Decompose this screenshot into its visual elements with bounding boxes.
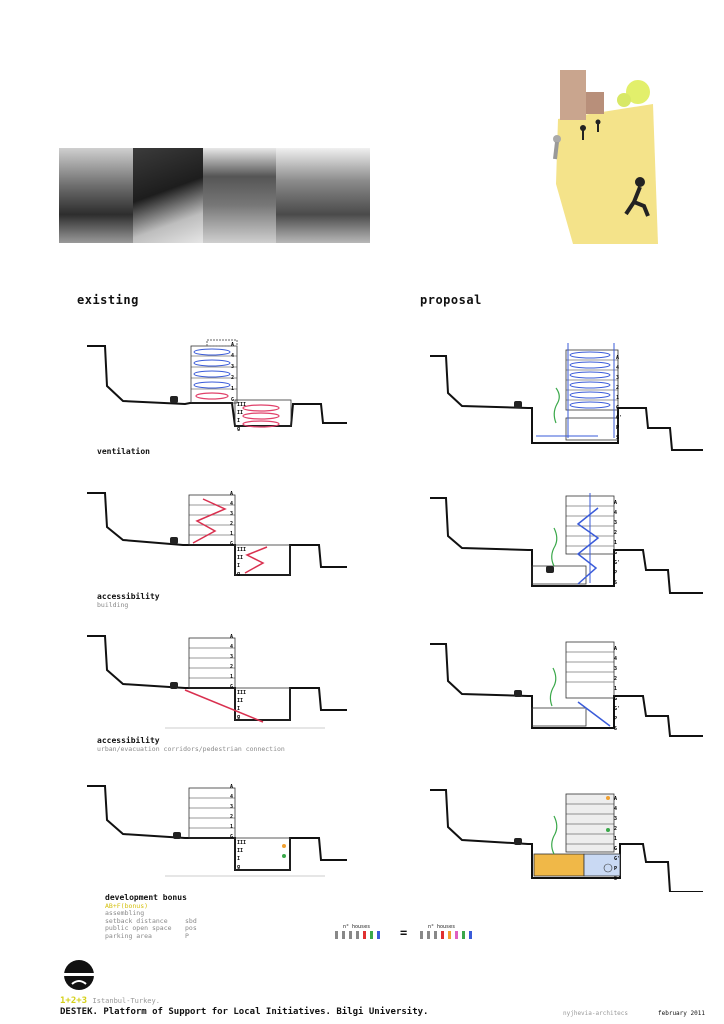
street-photo-1 bbox=[59, 148, 133, 243]
floor-label: P bbox=[616, 425, 620, 431]
floor-label: III bbox=[237, 402, 247, 408]
floor-label: 4 bbox=[616, 365, 620, 371]
floor-label: g bbox=[237, 571, 241, 577]
floor-label: 2 bbox=[614, 826, 618, 832]
sublabel-urban: urban/evacuation corridors/pedestrian connection bbox=[97, 745, 285, 753]
footer-title: DESTEK. Platform of Support for Local Initiatives. Bilgi University. bbox=[60, 1007, 429, 1017]
floor-label: 2 bbox=[230, 664, 234, 670]
dev-row-name: setback distance bbox=[105, 916, 168, 925]
houses-label-left: n° houses bbox=[343, 924, 371, 930]
floor-label: 3 bbox=[230, 654, 234, 660]
floor-label: 4 bbox=[614, 510, 618, 516]
floor-label: I bbox=[237, 563, 241, 569]
dev-row bbox=[105, 933, 197, 941]
floor-label: S bbox=[614, 726, 618, 732]
floor-label: 4 bbox=[614, 656, 618, 662]
floor-label: 1 bbox=[614, 836, 618, 842]
footer-location-line bbox=[60, 996, 160, 1006]
dev-row-code: P bbox=[185, 931, 189, 940]
floor-label: G bbox=[614, 696, 618, 702]
floor-label: A bbox=[614, 500, 618, 506]
logo-icon bbox=[62, 958, 96, 992]
floor-label: G bbox=[230, 834, 234, 840]
floor-label: S bbox=[614, 876, 618, 882]
floor-label: 2 bbox=[231, 375, 235, 381]
floor-label: 1 bbox=[616, 395, 620, 401]
floor-label: 3 bbox=[614, 816, 618, 822]
footer-date: february 2011 bbox=[658, 1010, 705, 1017]
floor-label: III bbox=[237, 840, 247, 846]
floor-label: 4 bbox=[230, 794, 234, 800]
label-accessibility-urban: accessibility bbox=[97, 736, 160, 745]
floor-label: 1 bbox=[614, 540, 618, 546]
floor-label: III bbox=[237, 690, 247, 696]
floor-label: 3 bbox=[230, 511, 234, 517]
floor-label: A bbox=[230, 491, 234, 497]
dev-row-code: pos bbox=[185, 924, 197, 932]
floor-label: S bbox=[614, 580, 618, 586]
dev-row-code: sbd bbox=[185, 916, 197, 925]
footer-architects: nyjhevia-architecs bbox=[563, 1010, 629, 1017]
houses-label-right: n° houses bbox=[428, 924, 456, 930]
floor-label: 4 bbox=[230, 501, 234, 507]
floor-label: P bbox=[614, 570, 618, 576]
label-ventilation: ventilation bbox=[97, 447, 150, 456]
floor-label: G' bbox=[614, 856, 621, 862]
dev-bonus-table bbox=[105, 910, 197, 940]
sublabel-building: building bbox=[97, 601, 129, 609]
floor-label: 1 bbox=[230, 531, 234, 537]
floor-label: G' bbox=[614, 706, 621, 712]
floor-label: 3 bbox=[616, 375, 620, 381]
heading-existing: existing bbox=[77, 293, 139, 307]
floor-label: 4 bbox=[230, 644, 234, 650]
floor-label: S bbox=[616, 435, 620, 441]
street-photo-2 bbox=[133, 148, 203, 243]
floor-label: A bbox=[230, 784, 234, 790]
floor-label: g bbox=[237, 864, 241, 870]
street-photo-3 bbox=[203, 148, 276, 243]
floor-label: 3 bbox=[614, 520, 618, 526]
floor-label: P bbox=[614, 716, 618, 722]
dev-row-name: assembling bbox=[105, 909, 145, 917]
section-proposal-access-urban bbox=[428, 636, 708, 746]
dev-row-name: parking area bbox=[105, 931, 152, 940]
location: Istanbul-Turkey. bbox=[92, 997, 160, 1005]
section-proposal-access-building bbox=[428, 488, 708, 608]
floor-label: 1 bbox=[614, 686, 618, 692]
label-accessibility-building: accessibility bbox=[97, 592, 160, 601]
floor-label: 4 bbox=[231, 353, 235, 359]
floor-label: G bbox=[614, 550, 618, 556]
floor-label: 3 bbox=[231, 364, 235, 370]
section-existing-ventilation bbox=[85, 338, 355, 448]
floor-label: G' bbox=[614, 560, 621, 566]
section-proposal-dev-bonus bbox=[428, 782, 708, 892]
floor-label: 3 bbox=[614, 666, 618, 672]
floor-label: 2 bbox=[230, 814, 234, 820]
section-existing-access-urban bbox=[85, 628, 355, 738]
floor-label: A bbox=[614, 646, 618, 652]
floor-label: G bbox=[616, 405, 620, 411]
floor-label: I bbox=[237, 856, 241, 862]
section-existing-access-building bbox=[85, 485, 355, 593]
floor-label: 2 bbox=[614, 530, 618, 536]
floor-label: G bbox=[231, 397, 235, 403]
floor-label: 2 bbox=[616, 385, 620, 391]
floor-label: 1 bbox=[231, 386, 235, 392]
floor-label: 1 bbox=[230, 824, 234, 830]
houses-icons-existing bbox=[333, 929, 385, 941]
houses-equals: = bbox=[400, 926, 408, 940]
floor-label: I bbox=[237, 418, 241, 424]
houses-icons-proposal bbox=[418, 929, 478, 941]
floor-label: 1 bbox=[230, 674, 234, 680]
perspective-collage bbox=[548, 64, 660, 246]
floor-label: A bbox=[614, 796, 618, 802]
floor-label: 2 bbox=[230, 521, 234, 527]
floor-label: 3 bbox=[230, 804, 234, 810]
floor-label: II bbox=[237, 555, 244, 561]
section-existing-dev-bonus bbox=[85, 778, 355, 886]
floor-label: A bbox=[616, 355, 620, 361]
floor-label: 4 bbox=[614, 806, 618, 812]
floor-label: G bbox=[230, 541, 234, 547]
dev-row-name: public open space bbox=[105, 924, 172, 932]
floor-label: 2 bbox=[614, 676, 618, 682]
floor-label: P bbox=[614, 866, 618, 872]
floor-label: A bbox=[231, 342, 235, 348]
label-dev-bonus-formula: AB+F(bonus) bbox=[105, 902, 149, 910]
floor-label: G bbox=[614, 846, 618, 852]
floor-label: II bbox=[237, 848, 244, 854]
floor-label: g bbox=[237, 714, 241, 720]
floor-label: G bbox=[230, 684, 234, 690]
brand-mark: 1+2+3 bbox=[60, 996, 88, 1006]
floor-label: G' bbox=[616, 415, 623, 421]
label-dev-bonus: development bonus bbox=[105, 893, 187, 902]
floor-label: II bbox=[237, 698, 244, 704]
floor-label: A bbox=[230, 634, 234, 640]
heading-proposal: proposal bbox=[420, 293, 482, 307]
floor-label: II bbox=[237, 410, 244, 416]
floor-label: III bbox=[237, 547, 247, 553]
floor-label: I bbox=[237, 706, 241, 712]
floor-label: g bbox=[237, 426, 241, 432]
section-proposal-ventilation bbox=[428, 338, 708, 463]
street-photo-4 bbox=[276, 148, 370, 243]
